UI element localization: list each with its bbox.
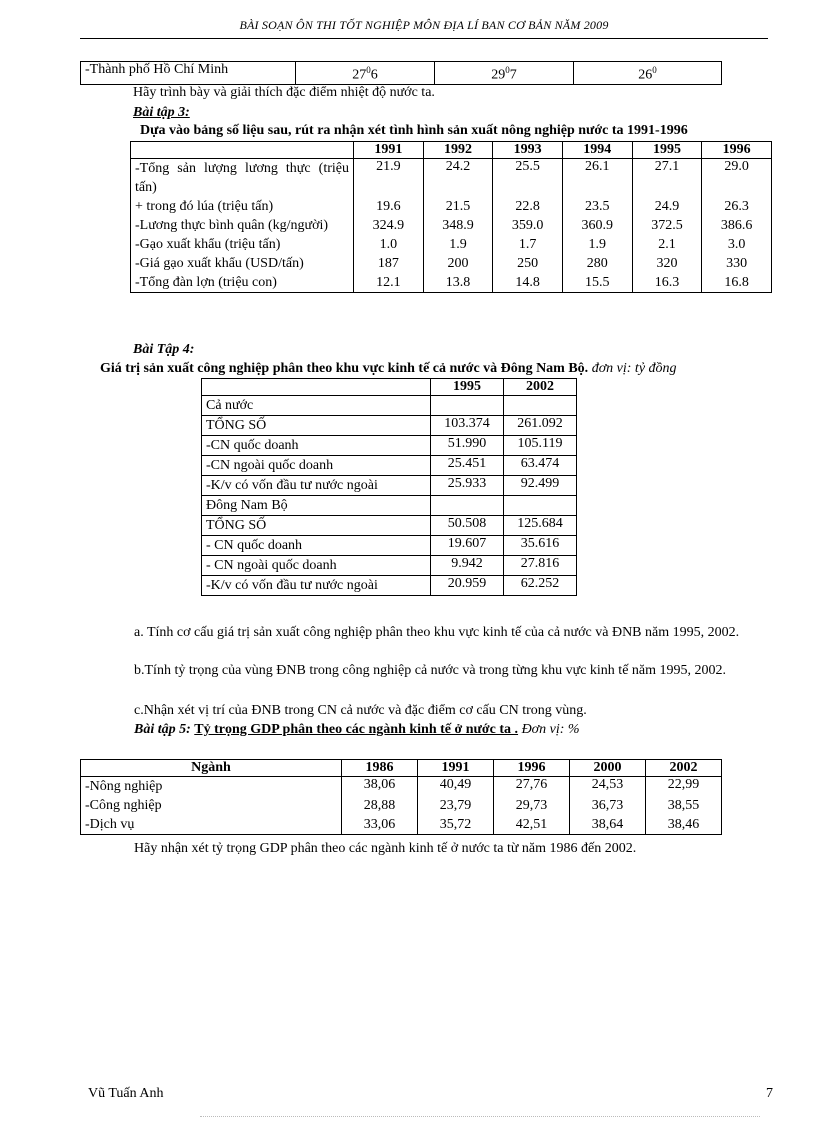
temperature-table (80, 61, 722, 85)
table-header-row (202, 379, 577, 396)
cell: 22,99 (646, 777, 722, 797)
cell: 15.5 (562, 273, 632, 293)
footer-rule (200, 1116, 760, 1117)
row-label: -Thành phố Hồ Chí Minh (81, 62, 296, 85)
row-label: Cả nước (202, 396, 431, 416)
table-row (131, 254, 772, 273)
cell: 187 (354, 254, 424, 273)
exercise-3-intro: Dựa vào bảng số liệu sau, rút ra nhận xét tình hình sản xuất nông nghiệp nước ta 1991-1996 (140, 123, 688, 138)
agriculture-table (130, 141, 772, 293)
cell: 250 (493, 254, 563, 273)
cell: 35.616 (504, 536, 577, 556)
cell: 40,49 (418, 777, 494, 797)
cell: 360.9 (562, 216, 632, 235)
cell: 51.990 (431, 436, 504, 456)
cell: 1.0 (354, 235, 424, 254)
cell: 27.1 (632, 159, 702, 198)
cell: 3.0 (702, 235, 772, 254)
cell: $26^0$ (574, 62, 722, 85)
cell: 62.252 (504, 576, 577, 596)
cell: 28,88 (342, 796, 418, 815)
cell: 1.9 (562, 235, 632, 254)
cell: 359.0 (493, 216, 563, 235)
cell: 21.5 (423, 197, 493, 216)
row-label: -Gạo xuất khẩu (triệu tấn) (131, 235, 354, 254)
cell: 13.8 (423, 273, 493, 293)
row-label: - CN ngoài quốc doanh (202, 556, 431, 576)
table-row (81, 777, 722, 797)
table-row (202, 416, 577, 436)
cell: 19.6 (354, 197, 424, 216)
table-row (131, 235, 772, 254)
header-rule (80, 38, 768, 39)
row-label: -Nông nghiệp (81, 777, 342, 797)
table-row (202, 576, 577, 596)
row-label: -CN quốc doanh (202, 436, 431, 456)
exercise-3-title: Bài tập 3: (133, 105, 190, 120)
row-label: -CN ngoài quốc doanh (202, 456, 431, 476)
cell: 26.1 (562, 159, 632, 198)
cell: 38,64 (570, 815, 646, 835)
table-row (202, 436, 577, 456)
cell: 23,79 (418, 796, 494, 815)
cell: 16.8 (702, 273, 772, 293)
cell: 1.9 (423, 235, 493, 254)
exercise-4-title: Bài Tập 4: (133, 342, 195, 357)
cell: 20.959 (431, 576, 504, 596)
column-header: 1993 (493, 142, 563, 159)
cell: 24.9 (632, 197, 702, 216)
table-row (81, 62, 722, 85)
table-row (202, 556, 577, 576)
cell: 1.7 (493, 235, 563, 254)
table-row (131, 216, 772, 235)
cell: $27^06$ (296, 62, 435, 85)
cell: 348.9 (423, 216, 493, 235)
cell: 26.3 (702, 197, 772, 216)
table-row (81, 815, 722, 835)
row-label: -Công nghiệp (81, 796, 342, 815)
unit-label: Đơn vị: % (521, 722, 580, 737)
cell: 105.119 (504, 436, 577, 456)
cell: 38,55 (646, 796, 722, 815)
cell: 92.499 (504, 476, 577, 496)
column-header: 1991 (418, 760, 494, 777)
table-row (202, 456, 577, 476)
column-header: 1992 (423, 142, 493, 159)
exercise-5-question: Hãy nhận xét tỷ trọng GDP phân theo các ngành kinh tế ở nước ta từ năm 1986 đến 2002. (134, 841, 637, 856)
exercise-5-heading: Bài tập 5: Tỷ trọng GDP phân theo các ngành kinh tế ở nước ta . Đơn vị: % (134, 722, 580, 737)
cell: 25.5 (493, 159, 563, 198)
cell: 261.092 (504, 416, 577, 436)
cell: 280 (562, 254, 632, 273)
row-label: -Tổng sản lượng lương thực (triệu tấn) (131, 159, 354, 198)
cell: 386.6 (702, 216, 772, 235)
cell: 372.5 (632, 216, 702, 235)
cell: 16.3 (632, 273, 702, 293)
cell: 21.9 (354, 159, 424, 198)
column-header: 1986 (342, 760, 418, 777)
column-header: Ngành (81, 760, 342, 777)
cell: 38,46 (646, 815, 722, 835)
row-label: Đông Nam Bộ (202, 496, 431, 516)
cell: 23.5 (562, 197, 632, 216)
column-header: 1991 (354, 142, 424, 159)
cell: 22.8 (493, 197, 563, 216)
column-header: 1996 (702, 142, 772, 159)
table-row (202, 476, 577, 496)
table-row (131, 273, 772, 293)
cell: 2.1 (632, 235, 702, 254)
column-header: 2000 (570, 760, 646, 777)
row-label: -Lương thực bình quân (kg/người) (131, 216, 354, 235)
cell: 29.0 (702, 159, 772, 198)
cell: 33,06 (342, 815, 418, 835)
cell: 35,72 (418, 815, 494, 835)
page-number: 7 (766, 1086, 773, 1101)
cell: 27,76 (494, 777, 570, 797)
row-label: - CN quốc doanh (202, 536, 431, 556)
column-header: 1994 (562, 142, 632, 159)
column-header: 2002 (646, 760, 722, 777)
table-row (202, 496, 577, 516)
row-label: -Giá gạo xuất khẩu (USD/tấn) (131, 254, 354, 273)
table-header-row (131, 142, 772, 159)
column-header: 1995 (632, 142, 702, 159)
cell: 9.942 (431, 556, 504, 576)
cell: 63.474 (504, 456, 577, 476)
cell: 320 (632, 254, 702, 273)
cell: 50.508 (431, 516, 504, 536)
table-row (81, 796, 722, 815)
cell: $29^07$ (435, 62, 574, 85)
column-header: 1995 (431, 379, 504, 396)
cell: 24,53 (570, 777, 646, 797)
cell: 14.8 (493, 273, 563, 293)
cell: 38,06 (342, 777, 418, 797)
exercise-4-intro: Giá trị sản xuất công nghiệp phân theo khu vực kinh tế cả nước và Đông Nam Bộ. đơn vị: tỷ đồng (100, 361, 677, 376)
table-row (202, 536, 577, 556)
cell: 25.451 (431, 456, 504, 476)
question-b: b.Tính tỷ trọng của vùng ĐNB trong công nghiệp cả nước và trong từng khu vực kinh tế năm 1995, 2002. (134, 663, 727, 678)
table-row (131, 197, 772, 216)
cell: 200 (423, 254, 493, 273)
cell: 29,73 (494, 796, 570, 815)
cell: 19.607 (431, 536, 504, 556)
cell: 330 (702, 254, 772, 273)
row-label: -Tổng đàn lợn (triệu con) (131, 273, 354, 293)
industry-table (201, 378, 577, 596)
question-c: c.Nhận xét vị trí của ĐNB trong CN cả nước và đặc điểm cơ cấu CN trong vùng. (134, 703, 587, 718)
table-row (202, 396, 577, 416)
question-a: a. Tính cơ cấu giá trị sản xuất công nghiệp phân theo khu vực kinh tế của cả nước và ĐNB năm 1995, 2002. (134, 625, 740, 640)
page-header: BÀI SOẠN ÔN THI TỐT NGHIỆP MÔN ĐỊA LÍ BAN CƠ BẢN NĂM 2009 (239, 18, 609, 32)
cell: 25.933 (431, 476, 504, 496)
table-row (202, 516, 577, 536)
footer-author: Vũ Tuấn Anh (88, 1086, 164, 1101)
gdp-table (80, 759, 722, 835)
cell: 12.1 (354, 273, 424, 293)
row-label: -Dịch vụ (81, 815, 342, 835)
row-label: TỔNG SỐ (202, 516, 431, 536)
cell: 125.684 (504, 516, 577, 536)
cell: 103.374 (431, 416, 504, 436)
row-label: -K/v có vốn đầu tư nước ngoài (202, 476, 431, 496)
table-row (131, 159, 772, 198)
question-text: Hãy trình bày và giải thích đặc điểm nhiệt độ nước ta. (133, 85, 435, 100)
row-label: TỔNG SỐ (202, 416, 431, 436)
cell: 36,73 (570, 796, 646, 815)
column-header: 1996 (494, 760, 570, 777)
unit-label: đơn vị: tỷ đồng (591, 361, 677, 376)
cell: 27.816 (504, 556, 577, 576)
cell: 42,51 (494, 815, 570, 835)
cell: 24.2 (423, 159, 493, 198)
row-label: -K/v có vốn đầu tư nước ngoài (202, 576, 431, 596)
cell: 324.9 (354, 216, 424, 235)
row-label: + trong đó lúa (triệu tấn) (131, 197, 354, 216)
table-header-row (81, 760, 722, 777)
column-header: 2002 (504, 379, 577, 396)
